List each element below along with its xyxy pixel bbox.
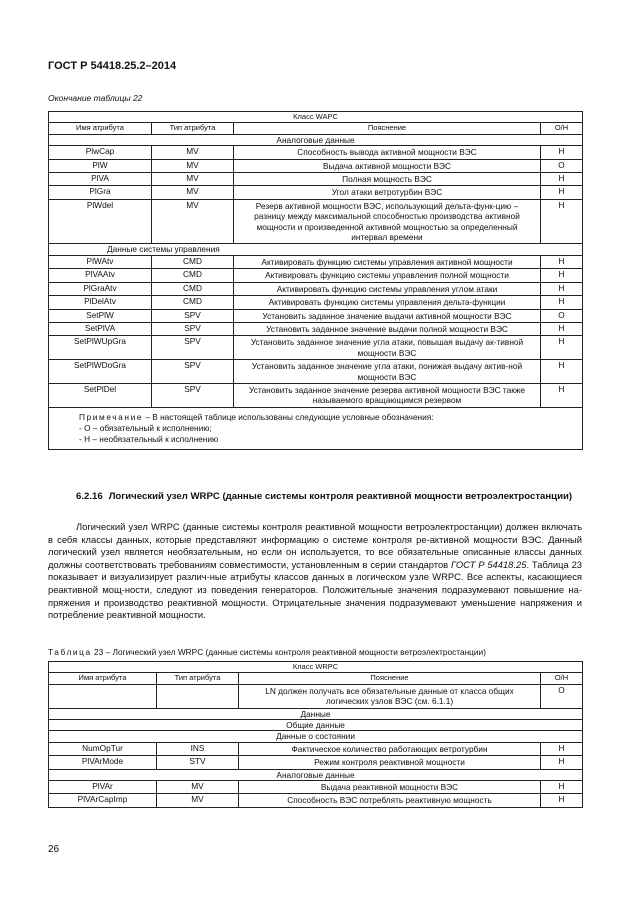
cell-attribute-name: SetPlWUpGra (49, 336, 152, 360)
section-title: Логический узел WRPC (данные системы контроля реактивной мощности ветроэлектростанции) (108, 491, 573, 502)
cell-attribute-name: SetPlDel (49, 383, 152, 407)
cell-attribute-type: MV (157, 794, 239, 807)
cell-requirement: Н (541, 296, 583, 309)
table-class-label: Класс WAPC (49, 112, 583, 123)
table-22 (48, 111, 583, 450)
note-label: Примечание (79, 411, 144, 422)
column-header: О/Н (541, 123, 583, 134)
cell-requirement: О (541, 684, 583, 708)
section-heading-row: Данные (49, 708, 583, 719)
cell-attribute-name: PlDelAtv (49, 296, 152, 309)
cell-attribute-type: MV (152, 146, 234, 159)
cell-requirement: О (541, 159, 583, 172)
cell-attribute-name: SetPlW (49, 309, 152, 322)
cell-description: Способность вывода активной мощности ВЭС (234, 146, 541, 159)
cell-attribute-type: SPV (152, 336, 234, 360)
cell-description: Фактическое количество работающих ветротурбин (239, 742, 541, 755)
cell-description: Активировать функцию системы управления углом атаки (234, 282, 541, 295)
section-heading-row: Данные системы управления (49, 244, 583, 255)
cell-description: Активировать функцию системы управления полной мощности (234, 269, 541, 282)
note-line: - Н – необязательный к исполнению (79, 433, 219, 444)
column-header: Тип атрибута (157, 673, 239, 684)
cell-requirement: Н (541, 173, 583, 186)
cell-description: Установить заданное значение угла атаки, понижая выдачу актив-ной мощности ВЭС (234, 360, 541, 384)
cell-attribute-type: INS (157, 742, 239, 755)
cell-attribute-name: PlWdel (49, 199, 152, 244)
table-row (49, 794, 583, 807)
table-row (49, 336, 583, 360)
table-class-label: Класс WRPC (49, 662, 583, 673)
cell-attribute-type: MV (152, 159, 234, 172)
cell-attribute-type: CMD (152, 269, 234, 282)
note-intro: – В настоящей таблице использованы следующие условные обозначения: (145, 411, 434, 422)
cell-attribute-name: PlGraAtv (49, 282, 152, 295)
caption-text: 23 – Логический узел WRPC (данные системы контроля реактивной мощности ветроэлектростанции) (94, 647, 486, 657)
cell-requirement: Н (541, 756, 583, 769)
table-row (49, 199, 583, 244)
section-heading-row: Данные о состоянии (49, 731, 583, 742)
paragraph-text: Логический узел WRPC (данные системы контроля реактивной мощности ветроэлектростанции) должен включать в себя классы данных, которые представляют информацию о системе контроля ре-активной мощности ВЭС. Данный логический узел является необязательным, но если он используется, то все обязательные описанные классы данных должны соответствовать требованиям совместимости, установленным в серии стандартов (48, 521, 582, 570)
table-row (49, 146, 583, 159)
cell-description: Резерв активной мощности ВЭС, использующий дельта-функ-цию – разницу между максимальной способностью производства активной мощности и произведенной активной мощностью за определенный интервал времени (234, 199, 541, 244)
table-row (49, 322, 583, 335)
cell-attribute-name: PlwCap (49, 146, 152, 159)
note-line: - О – обязательный к исполнению; (79, 422, 212, 433)
cell-requirement: Н (541, 794, 583, 807)
cell-requirement: Н (541, 383, 583, 407)
table-row (49, 255, 583, 268)
cell-attribute-name: SetPlWDoGra (49, 360, 152, 384)
cell-attribute-name: PlVArMode (49, 756, 157, 769)
cell-attribute-type: SPV (152, 309, 234, 322)
cell-requirement: О (541, 309, 583, 322)
table-row (49, 383, 583, 407)
cell-attribute-type: STV (157, 756, 239, 769)
cell-description: Активировать функцию системы управления дельта-функции (234, 296, 541, 309)
section-heading (76, 490, 582, 503)
cell-attribute-type: SPV (152, 322, 234, 335)
cell-description: LN должен получать все обязательные данные от класса общих логических узлов ВЭС (см. 6.1.1) (239, 684, 541, 708)
section-paragraph (48, 521, 582, 622)
cell-requirement: Н (541, 282, 583, 295)
column-header: Имя атрибута (49, 673, 157, 684)
standard-reference: ГОСТ Р 54418.25 (451, 558, 527, 570)
cell-description: Установить заданное значение выдачи активной мощности ВЭС (234, 309, 541, 322)
cell-description: Способность ВЭС потреблять реактивную мощность (239, 794, 541, 807)
table-row (49, 781, 583, 794)
table-row (49, 756, 583, 769)
table-row (49, 296, 583, 309)
cell-requirement: Н (541, 269, 583, 282)
column-header: Пояснение (234, 123, 541, 134)
cell-attribute-name: PlW (49, 159, 152, 172)
table-row (49, 282, 583, 295)
table-note (49, 407, 583, 449)
cell-description: Активировать функцию системы управления активной мощности (234, 255, 541, 268)
cell-requirement: Н (541, 742, 583, 755)
section-heading-row: Аналоговые данные (49, 769, 583, 780)
cell-attribute-type: MV (157, 781, 239, 794)
table-23-caption (48, 647, 588, 657)
table-row (49, 159, 583, 172)
section-heading-row: Аналоговые данные (49, 134, 583, 145)
table-continuation-caption: Окончание таблицы 22 (48, 93, 143, 103)
cell-requirement: Н (541, 336, 583, 360)
cell-description: Выдача активной мощности ВЭС (234, 159, 541, 172)
section-heading-row: Общие данные (49, 720, 583, 731)
column-header: Пояснение (239, 673, 541, 684)
cell-description: Полная мощность ВЭС (234, 173, 541, 186)
table-row (49, 360, 583, 384)
cell-attribute-type: MV (152, 199, 234, 244)
cell-attribute-type: CMD (152, 282, 234, 295)
cell-attribute-type: SPV (152, 383, 234, 407)
document-id: ГОСТ Р 54418.25.2–2014 (48, 60, 177, 72)
table-23 (48, 661, 583, 808)
cell-description: Установить заданное значение резерва активной мощности ВЭС также называемого вращающимся резервом (234, 383, 541, 407)
cell-attribute-name: PlWAtv (49, 255, 152, 268)
cell-requirement: Н (541, 186, 583, 199)
cell-attribute-type: MV (152, 173, 234, 186)
cell-requirement: Н (541, 360, 583, 384)
paragraph-text: . Таблица 23 показывает и визуализирует различ-ные атрибуты классов данных в логическом узле WRPC. Все аспекты, касающиеся реактивной мощ-ности, следуют из поведения генераторов. Положительные значения подразумевают повышение на-пряжения и производство реактивной мощности. Отрицательные значения подразумевают уменьшение напряжения и потребление реактивной мощности. (48, 558, 582, 621)
cell-requirement: Н (541, 255, 583, 268)
cell-attribute-type: MV (152, 186, 234, 199)
cell-attribute-name: PlVAAtv (49, 269, 152, 282)
cell-attribute-name: PlVArCapImp (49, 794, 157, 807)
column-header: О/Н (541, 673, 583, 684)
cell-requirement: Н (541, 146, 583, 159)
column-header: Тип атрибута (152, 123, 234, 134)
column-header: Имя атрибута (49, 123, 152, 134)
table-row (49, 742, 583, 755)
cell-attribute-type: CMD (152, 296, 234, 309)
cell-attribute-name: NumOpTur (49, 742, 157, 755)
cell-requirement: Н (541, 199, 583, 244)
cell-description: Режим контроля реактивной мощности (239, 756, 541, 769)
cell-attribute-type: SPV (152, 360, 234, 384)
caption-label: Таблица (48, 647, 92, 657)
cell-description: Установить заданное значение угла атаки, повышая выдачу ак-тивной мощности ВЭС (234, 336, 541, 360)
cell-requirement: Н (541, 781, 583, 794)
table-row (49, 684, 583, 708)
cell-attribute-name: PlGra (49, 186, 152, 199)
cell-attribute-name: PlVAr (49, 781, 157, 794)
table-row (49, 269, 583, 282)
table-row (49, 173, 583, 186)
cell-description: Выдача реактивной мощности ВЭС (239, 781, 541, 794)
cell-attribute-type: CMD (152, 255, 234, 268)
cell-requirement: Н (541, 322, 583, 335)
cell-attribute-name: PlVA (49, 173, 152, 186)
cell-attribute-name: SetPlVA (49, 322, 152, 335)
section-number: 6.2.16 (76, 491, 103, 502)
cell-description: Угол атаки ветротурбин ВЭС (234, 186, 541, 199)
page-number: 26 (48, 844, 60, 855)
table-row (49, 309, 583, 322)
cell-description: Установить заданное значение выдачи полной мощности ВЭС (234, 322, 541, 335)
table-row (49, 186, 583, 199)
